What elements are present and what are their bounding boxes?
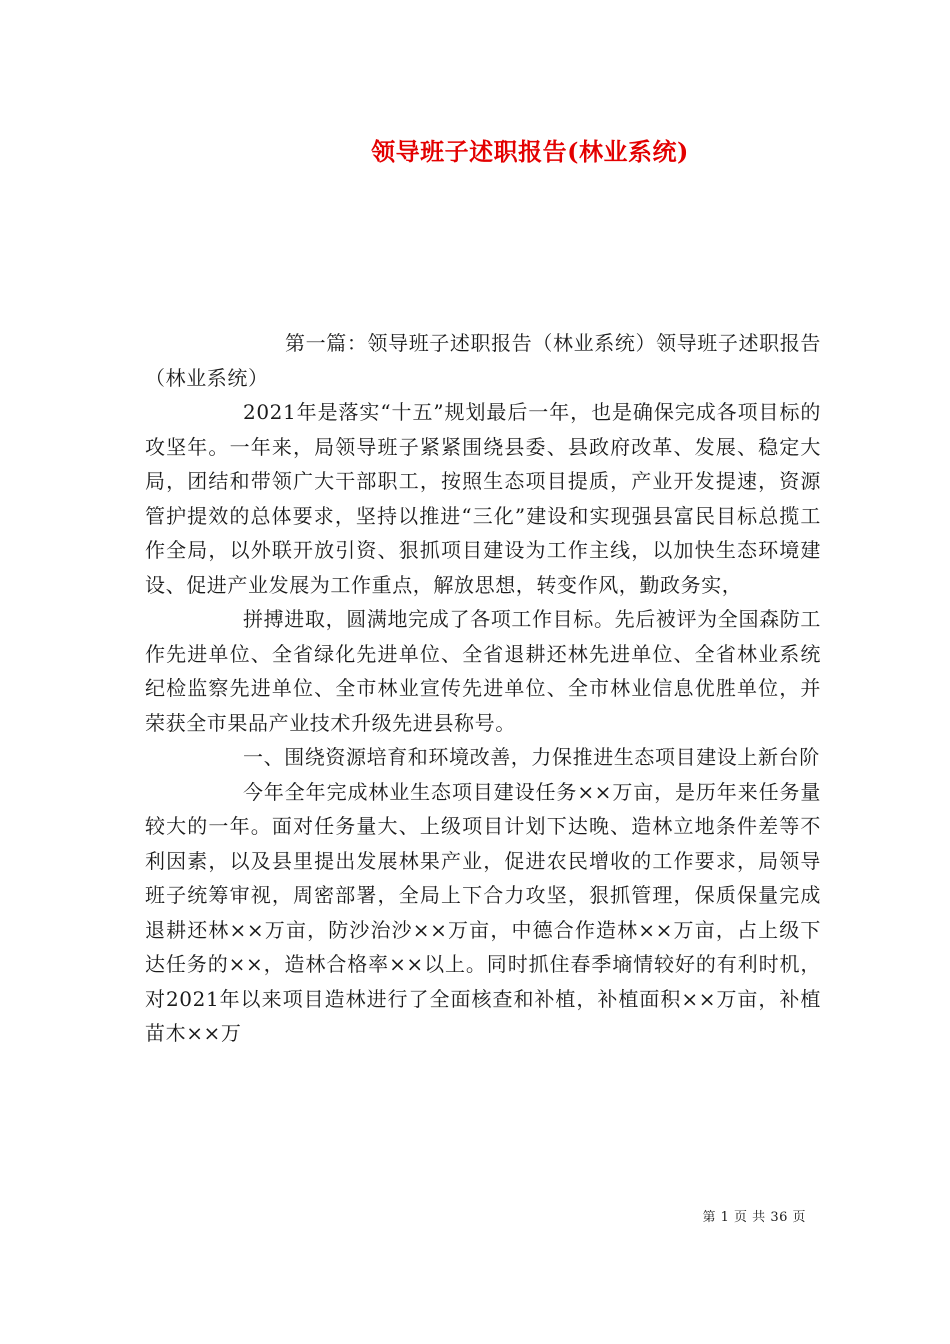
paragraph-2: 2021年是落实“十五”规划最后一年，也是确保完成各项目标的攻坚年。一年来，局领导班子紧紧围绕县委、县政府改革、发展、稳定大局，团结和带领广大干部职工，按照生态项目提质，产业开发提速，资源管护提效的总体要求，坚持以推进“三化”建设和实现强县富民目标总揽工作全局，以外联开放引资、狠抓项目建设为工作主线，以加快生态环境建设、促进产业发展为工作重点，解放思想，转变作风，勤政务实， (145, 400, 821, 597)
document-body (145, 326, 821, 1051)
paragraph-4: 一、围绕资源培育和环境改善，力保推进生态项目建设上新台阶 (243, 745, 820, 769)
page-footer: 第 1 页 共 36 页 (702, 1210, 806, 1225)
paragraph-3: 拼搏进取，圆满地完成了各项工作目标。先后被评为全国森防工作先进单位、全省绿化先进单位、全省退耕还林先进单位、全省林业系统纪检监察先进单位、全市林业宣传先进单位、全市林业信息优胜单位，并荣获全市果品产业技术升级先进县称号。 (145, 607, 821, 735)
paragraph-1: 第一篇：领导班子述职报告（林业系统）领导班子述职报告（林业系统） (145, 331, 821, 390)
paragraph-5: 今年全年完成林业生态项目建设任务××万亩，是历年来任务量较大的一年。面对任务量大、上级项目计划下达晚、造林立地条件差等不利因素，以及县里提出发展林果产业，促进农民增收的工作要求，局领导班子统筹审视，周密部署，全局上下合力攻坚，狠抓管理，保质保量完成退耕还林××万亩，防沙治沙××万亩，中德合作造林××万亩，占上级下达任务的××，造林合格率××以上。同时抓住春季墒情较好的有利时机，对2021年以来项目造林进行了全面核查和补植，补植面积××万亩，补植苗木××万 (145, 779, 821, 1045)
document-title: 领导班子述职报告(林业系统) (371, 137, 689, 166)
